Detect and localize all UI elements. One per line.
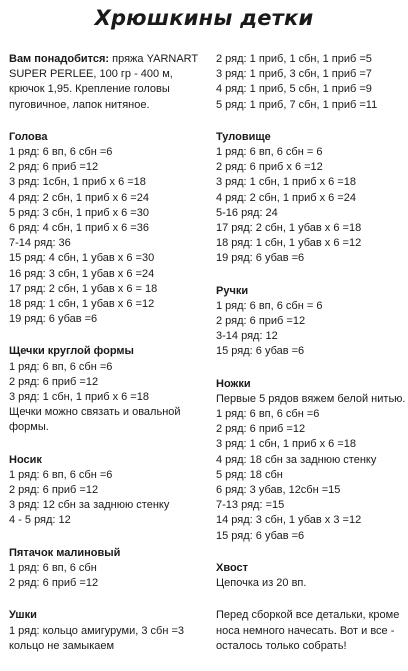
pattern-row: 17 ряд: 2 сбн, 1 убав х 6 =18 <box>216 222 362 235</box>
row-list <box>9 624 207 654</box>
section-header: Пятачок малиновый <box>9 546 121 559</box>
pattern-row: 5 ряд: 18 сбн <box>216 468 283 481</box>
pattern-row: 1 ряд: 6 вп, 6 сбн =6 <box>9 146 113 159</box>
pattern-row: 1 ряд: 6 вп, 6 сбн =6 <box>9 468 113 481</box>
section-header: Носик <box>9 453 42 466</box>
page-title: Хрюшкины детки <box>94 6 314 30</box>
row-list <box>216 392 406 544</box>
section-ruchki <box>216 284 406 360</box>
pattern-row: 3 ряд: 1 приб, 3 сбн, 1 приб =7 <box>216 68 372 81</box>
section-ushki-continued <box>216 52 406 113</box>
pattern-row: 4 ряд: 18 сбн за заднюю стенку <box>216 453 377 466</box>
pattern-row: 3 ряд: 1 сбн, 1 приб х 6 =18 <box>216 438 356 451</box>
pattern-row: 7-13 ряд: =15 <box>216 499 285 512</box>
pattern-row: 18 ряд: 1 сбн, 1 убав х 6 =12 <box>9 298 155 311</box>
section-nosik <box>9 453 207 529</box>
section-tulovishche <box>216 130 406 267</box>
row-list <box>9 145 207 327</box>
pattern-row: 2 ряд: 1 приб, 1 сбн, 1 приб =5 <box>216 53 372 65</box>
pattern-row: 15 ряд: 6 убав =6 <box>216 529 305 542</box>
pattern-row: 4 - 5 ряд: 12 <box>9 514 71 527</box>
right-column <box>216 52 406 654</box>
pattern-row: 2 ряд: 6 приб =12 <box>216 423 306 436</box>
pattern-row: 2 ряд: 6 приб =12 <box>9 375 99 388</box>
section-header: Ручки <box>216 284 249 297</box>
section-header: Голова <box>9 130 48 143</box>
pattern-row: 18 ряд: 1 сбн, 1 убав х 6 =12 <box>216 237 362 250</box>
section-ushki <box>9 608 207 654</box>
pattern-row: 5 ряд: 1 приб, 7 сбн, 1 приб =11 <box>216 98 378 111</box>
pattern-row: Цепочка из 20 вп. <box>216 577 307 590</box>
pattern-row: 17 ряд: 2 сбн, 1 убав х 6 = 18 <box>9 282 158 295</box>
section-header: Щечки круглой формы <box>9 345 134 358</box>
pattern-row: 2 ряд: 6 приб =12 <box>216 315 306 328</box>
pattern-row: 19 ряд: 6 убав =6 <box>216 252 305 265</box>
pattern-row: 2 ряд: 6 приб =12 <box>9 484 99 497</box>
row-list <box>216 52 406 113</box>
pattern-row: 14 ряд: 3 сбн, 1 убав х 3 =12 <box>216 514 362 527</box>
pattern-row: 3 ряд: 12 сбн за заднюю стенку <box>9 499 170 512</box>
pattern-row: 3 ряд: 1сбн, 1 приб х 6 =18 <box>9 176 146 189</box>
row-list <box>9 561 207 591</box>
pattern-row: 1 ряд: 6 вп, 6 сбн =6 <box>9 360 113 373</box>
pattern-row: 1 ряд: 6 вп, 6 сбн = 6 <box>216 299 323 312</box>
pattern-row: 2 ряд: 6 приб =12 <box>9 577 99 590</box>
materials-intro <box>9 52 207 113</box>
pattern-row: 4 ряд: 2 сбн, 1 приб х 6 =24 <box>216 191 356 204</box>
row-list <box>216 145 406 267</box>
pattern-row: 3 ряд: 1 сбн, 1 приб х 6 =18 <box>216 176 356 189</box>
row-list <box>9 468 207 529</box>
pattern-row: 15 ряд: 6 убав =6 <box>216 345 305 358</box>
pattern-row: 6 ряд: 4 сбн, 1 приб х 6 =36 <box>9 222 149 235</box>
section-khvost <box>216 561 406 591</box>
pattern-row: 6 ряд: 3 убав, 12сбн =15 <box>216 484 341 497</box>
section-header: Ножки <box>216 377 251 390</box>
pattern-row: 3 ряд: 1 сбн, 1 приб х 6 =18 <box>9 391 149 404</box>
section-header: Ушки <box>9 609 37 622</box>
pattern-row: кольцо не замыкаем <box>9 639 115 652</box>
section-note: Щечки можно связать и овальной формы. <box>9 406 181 434</box>
section-header: Хвост <box>216 561 249 574</box>
pattern-row: 2 ряд: 6 приб х 6 =12 <box>216 161 323 174</box>
row-list <box>216 576 406 591</box>
pattern-row: 5 ряд: 3 сбн, 1 приб х 6 =30 <box>9 206 149 219</box>
pattern-row: 2 ряд: 6 приб =12 <box>9 161 99 174</box>
materials-text: пряжа YARNART SUPER PERLEE, 100 гр - 400 м, крючок 1,95. Крепление головы пуговичное, лапок нитяное. <box>9 53 198 111</box>
pattern-row: 5-16 ряд: 24 <box>216 206 278 219</box>
section-pyatachok <box>9 546 207 592</box>
final-note: Перед сборкой все детальки, кроме носа немного начесать. Вот и все - осталось только собрать! <box>216 609 400 652</box>
pattern-row: 1 ряд: 6 вп, 6 сбн <box>9 561 97 574</box>
row-list <box>216 299 406 360</box>
pattern-row: 4 ряд: 2 сбн, 1 приб х 6 =24 <box>9 191 149 204</box>
pattern-row: 3-14 ряд: 12 <box>216 330 278 343</box>
pattern-row: 15 ряд: 4 сбн, 1 убав х 6 =30 <box>9 252 155 265</box>
left-column <box>9 52 207 671</box>
pattern-row: 7-14 ряд: 36 <box>9 237 71 250</box>
section-header: Туловище <box>216 130 271 143</box>
pattern-row: 1 ряд: 6 вп, 6 сбн =6 <box>216 408 320 421</box>
row-list <box>9 360 207 406</box>
pattern-row: 4 ряд: 1 приб, 5 сбн, 1 приб =9 <box>216 83 372 96</box>
materials-label: Вам понадобится: <box>9 53 110 65</box>
pattern-row: 1 ряд: кольцо амигуруми, 3 сбн =3 <box>9 624 185 637</box>
section-nozhki <box>216 377 406 544</box>
section-shchechki <box>9 344 207 435</box>
pattern-row: Первые 5 рядов вяжем белой нитью. <box>216 392 406 405</box>
pattern-row: 16 ряд: 3 сбн, 1 убав х 6 =24 <box>9 267 155 280</box>
section-golova <box>9 130 207 328</box>
pattern-row: 19 ряд: 6 убав =6 <box>9 313 98 326</box>
pattern-row: 1 ряд: 6 вп, 6 сбн = 6 <box>216 146 323 159</box>
